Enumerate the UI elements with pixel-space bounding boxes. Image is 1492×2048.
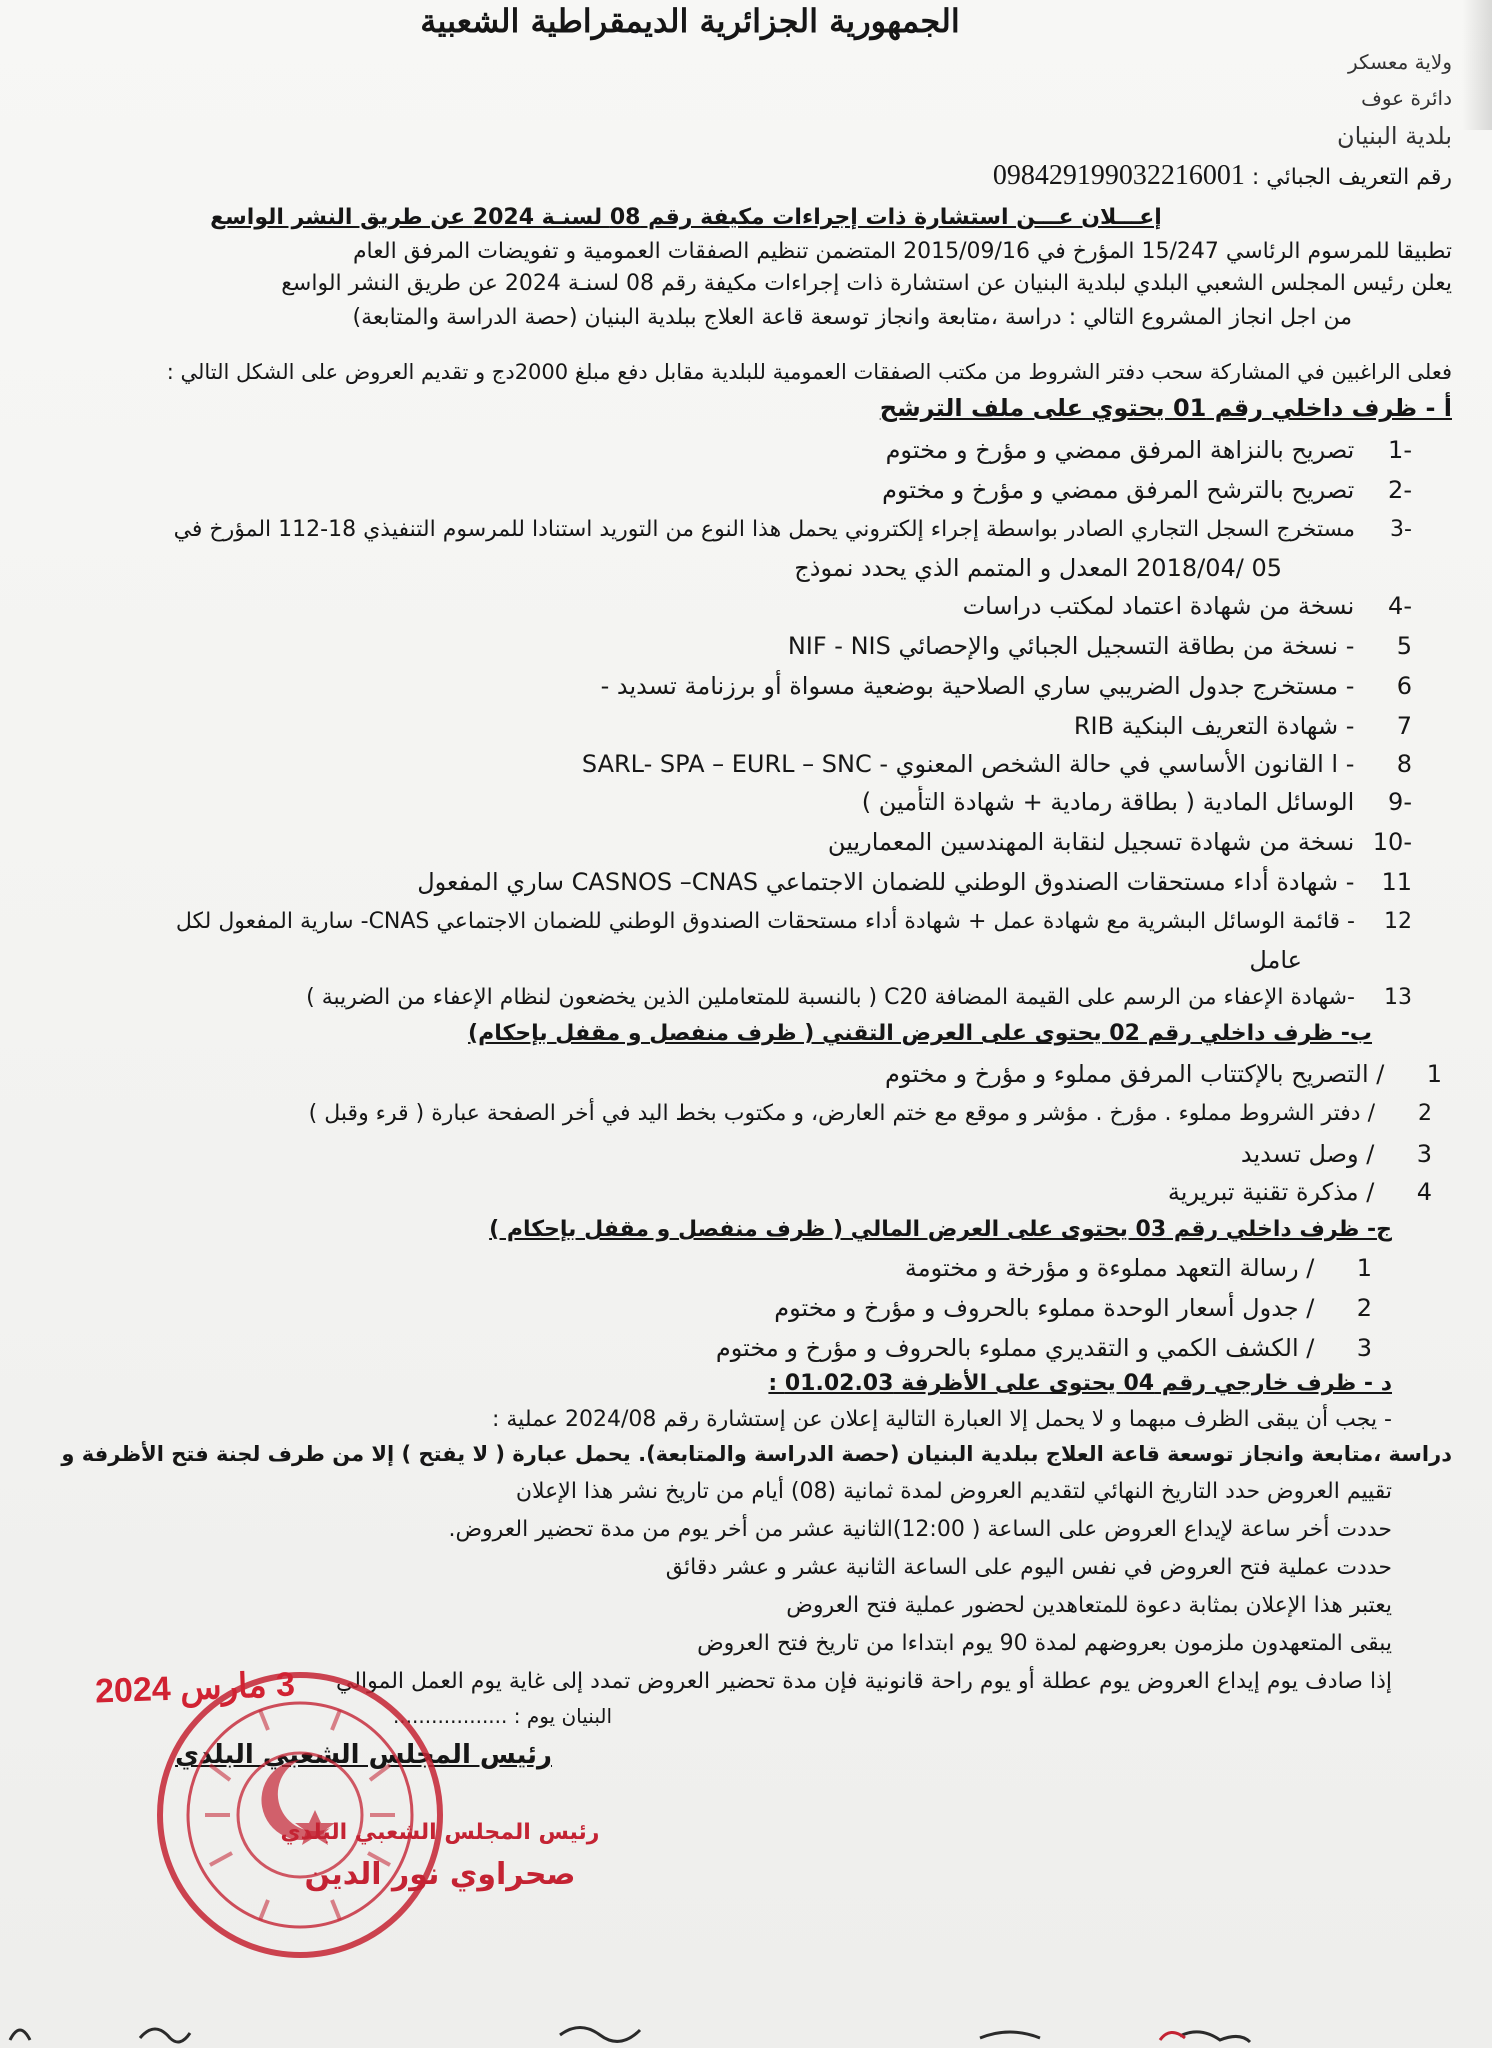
bottom-handwriting-scrawl	[0, 2010, 1492, 2048]
signature-block	[180, 1820, 700, 1892]
envelope-a-item-8: 8 - ا القانون الأساسي في حالة الشخص المعنوي - SARL- SPA – EURL – SNC	[581, 750, 1412, 778]
envelope-d-line-3: تقييم العروض حدد التاريخ النهائي لتقديم العروض لمدة ثمانية (08) أيام من تاريخ نشر هذا الإعلان	[515, 1479, 1392, 1504]
envelope-b-item-3: 3 / وصل تسديد	[1240, 1140, 1432, 1168]
envelope-b-item-2: 2 / دفتر الشروط مملوء . مؤرخ . مؤشر و موقع مع ختم العارض، و مكتوب بخط اليد في أخر الصفحة عبارة ( قرء وقبل )	[308, 1101, 1432, 1126]
wilaya-label: ولاية معسكر	[1348, 50, 1452, 74]
envelope-a-item-10: -10 نسخة من شهادة تسجيل لنقابة المهندسين المعماريين	[827, 828, 1412, 856]
envelope-b-item-4: 4 / مذكرة تقنية تبريرية	[1167, 1178, 1432, 1206]
envelope-a-item-6: 6 - مستخرج جدول الضريبي ساري الصلاحية بوضعية مسواة أو برزنامة تسديد -	[600, 672, 1412, 700]
envelope-d-line-7: يبقى المتعهدون ملزمون بعروضهم لمدة 90 يوم ابتداءا من تاريخ فتح العروض	[697, 1631, 1392, 1656]
republic-title: الجمهورية الجزائرية الديمقراطية الشعبية	[420, 2, 960, 40]
stamped-date: 3 مارس 2024	[94, 1665, 296, 1711]
envelope-d-title: د - ظرف خارجي رقم 04 يحتوى على الأظرفة 01.02.03 :	[768, 1371, 1392, 1396]
envelope-a-item-12: 12 - قائمة الوسائل البشرية مع شهادة عمل + شهادة أداء مستحقات الصندوق الوطني للضمان الاجتماعي CNAS- سارية المفعول لكل	[175, 909, 1412, 934]
envelope-a-item-2: -2 تصريح بالترشح المرفق ممضي و مؤرخ و مختوم	[882, 476, 1412, 504]
envelope-c-item-1: 1 / رسالة التعهد مملوءة و مؤرخة و مختومة	[904, 1254, 1372, 1282]
tax-id-row	[993, 160, 1452, 192]
envelope-a-item-3: -3 مستخرج السجل التجاري الصادر بواسطة إجراء إلكتروني يحمل هذا النوع من التوريد استنادا للمرسوم التنفيذي 18-112 المؤرخ في	[173, 517, 1412, 542]
intro-line-1: تطبيقا للمرسوم الرئاسي 15/247 المؤرخ في 2015/09/16 المتضمن تنظيم الصفقات العمومية و تفويضات المرفق العام	[352, 239, 1452, 264]
envelope-d-line-5: حددت عملية فتح العروض في نفس اليوم على الساعة الثانية عشر و عشر دقائق	[665, 1555, 1392, 1580]
envelope-c-item-3: 3 / الكشف الكمي و التقديري مملوء بالحروف و مؤرخ و مختوم	[715, 1334, 1372, 1362]
page-edge-shadow	[1462, 0, 1492, 130]
envelope-a-item-5: 5 - نسخة من بطاقة التسجيل الجبائي والإحصائي NIF - NIS	[787, 632, 1412, 660]
envelope-a-item-4: -4 نسخة من شهادة اعتماد لمكتب دراسات	[962, 592, 1412, 620]
envelope-a-item-1: -1 تصريح بالنزاهة المرفق ممضي و مؤرخ و مختوم	[885, 436, 1412, 464]
envelope-a-item-9: -9 الوسائل المادية ( بطاقة رمادية + شهادة التأمين )	[861, 788, 1412, 816]
envelope-c-title: ج- ظرف داخلي رقم 03 يحتوى على العرض المالي ( ظرف منفصل و مقفل بإحكام )	[489, 1217, 1392, 1242]
envelope-b-title: ب- ظرف داخلي رقم 02 يحتوى على العرض التقني ( ظرف منفصل و مقفل بإحكام)	[468, 1021, 1372, 1046]
president-title: رئيس المجلس الشعبي البلدي	[175, 1740, 552, 1770]
tax-id-value: 098429199032216001	[992, 160, 1245, 191]
envelope-d-line-6: يعتبر هذا الإعلان بمثابة دعوة للمتعاهدين لحضور عملية فتح العروض	[786, 1593, 1392, 1618]
envelope-b-item-1: 1 / التصريح بالإكتتاب المرفق مملوء و مؤرخ و مختوم	[884, 1060, 1442, 1088]
tax-id-label: رقم التعريف الجبائي :	[1251, 165, 1452, 190]
envelope-d-line-8: إذا صادف يوم إيداع العروض يوم عطلة أو يوم راحة قانونية فإن مدة تحضير العروض تمدد إلى غاية يوم العمل الموالي	[335, 1669, 1392, 1694]
footer-date-line: البنيان يوم : ..................	[392, 1704, 612, 1728]
official-seal	[150, 1665, 450, 1965]
signature-title: رئيس المجلس الشعبي البلدي	[280, 1820, 600, 1845]
signature-name: صحراوي نور الدين	[304, 1857, 576, 1892]
envelope-a-title: أ - ظرف داخلي رقم 01 يحتوي على ملف الترشح	[879, 394, 1452, 422]
envelope-a-item-7: 7 - شهادة التعريف البنكية RIB	[1073, 712, 1412, 740]
intro-line-3: من اجل انجاز المشروع التالي : دراسة ،متابعة وانجاز توسعة قاعة العلاج ببلدية البنيان (حصة الدراسة والمتابعة)	[352, 305, 1352, 330]
envelope-d-line-1: - يجب أن يبقى الظرف مبهما و لا يحمل إلا العبارة التالية إعلان عن إستشارة رقم 2024/08 عملية :	[491, 1407, 1392, 1432]
intro-line-2: يعلن رئيس المجلس الشعبي البلدي لبلدية البنيان عن استشارة ذات إجراءات مكيفة رقم 08 لسنـة 2024 عن طريق النشر الواسع	[281, 271, 1452, 296]
envelope-a-item-13: 13 -شهادة الإعفاء من الرسم على القيمة المضافة C20 ( بالنسبة للمتعاملين الذين يخضعون لنظام الإعفاء من الضريبة )	[306, 985, 1412, 1010]
envelope-a-item-3-cont: 05 /2018/04 المعدل و المتمم الذي يحدد نموذج	[794, 554, 1282, 582]
intro-line-4: فعلى الراغبين في المشاركة سحب دفتر الشروط من مكتب الصفقات العمومية للبلدية مقابل دفع مبلغ 2000دج و تقديم العروض على الشكل التالي :	[166, 360, 1452, 384]
envelope-d-line-4: حددت أخر ساعة لإيداع العروض على الساعة ( 12:00)الثانية عشر من أخر يوم من مدة تحضير العروض.	[448, 1517, 1392, 1542]
envelope-a-item-12-cont: عامل	[1249, 946, 1302, 974]
envelope-c-item-2: 2 / جدول أسعار الوحدة مملوء بالحروف و مؤرخ و مختوم	[774, 1294, 1372, 1322]
daira-label: دائرة عوف	[1361, 86, 1452, 110]
commune-label: بلدية البنيان	[1336, 122, 1452, 150]
announcement-title: إعـــلان عـــن استشارة ذات إجراءات مكيفة رقم 08 لسنـة 2024 عن طريق النشر الواسع	[210, 205, 1162, 230]
envelope-d-line-2: دراسة ،متابعة وانجاز توسعة قاعة العلاج ببلدية البنيان (حصة الدراسة والمتابعة). يحمل عبارة ( لا يفتح ) إلا من طرف لجنة فتح الأظرفة و	[61, 1442, 1452, 1466]
envelope-a-item-11: 11 - شهادة أداء مستحقات الصندوق الوطني للضمان الاجتماعي CASNOS –CNAS ساري المفعول	[417, 868, 1412, 896]
